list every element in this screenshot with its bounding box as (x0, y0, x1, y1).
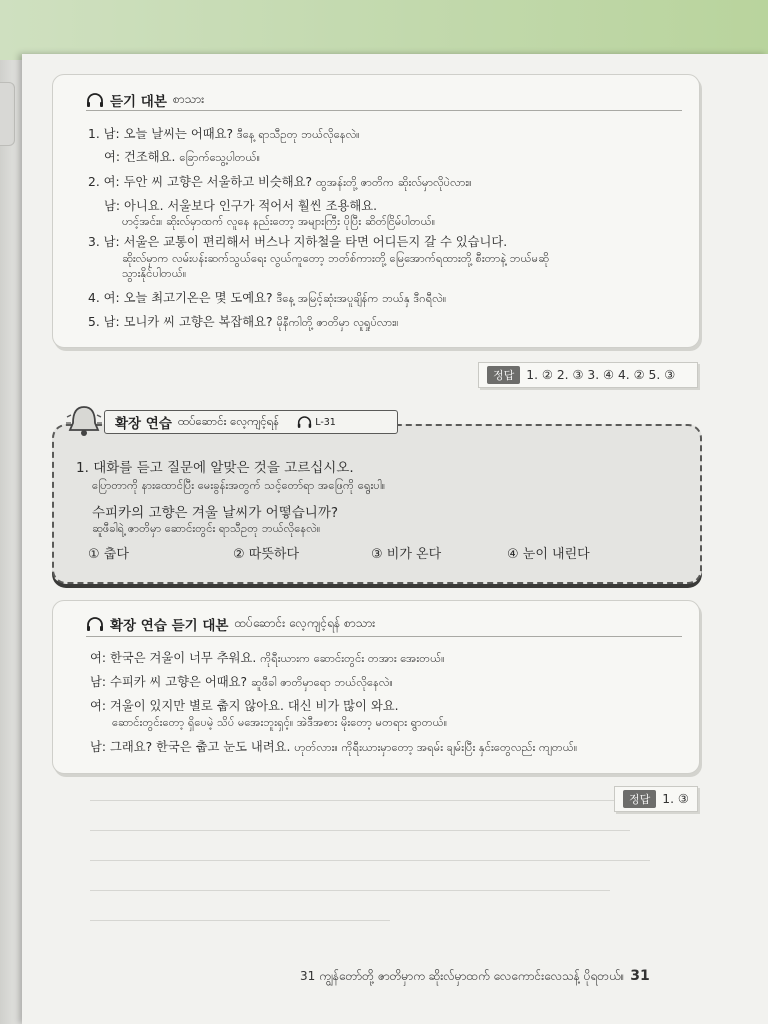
bleed-through (620, 388, 680, 389)
dialogue-script-title: 듣기 대본 (110, 94, 167, 110)
practice-question: 1. 대화를 듣고 질문에 알맞은 것을 고르십시오. (76, 460, 354, 476)
answer-text: 1. ② 2. ③ 3. ④ 4. ② 5. ③ (526, 368, 676, 382)
top-color-band (0, 0, 768, 62)
headphones-icon (86, 93, 104, 107)
script-line: 남: 수피카 씨 고향은 어때요? ဆူဖီခါ ဇာတိမှာရော ဘယ်လိုနေလဲ။ (90, 675, 393, 689)
option-3[interactable]: ③ 비가 온다 (371, 547, 442, 562)
page-footer (300, 968, 650, 986)
answer-key-box (614, 786, 698, 812)
track-number: L-31 (315, 416, 336, 428)
dialogue-line: 남: 아니요. 서울보다 인구가 적어서 훨씬 조용해요. (104, 199, 378, 213)
practice-prompt: 수피카의 고향은 겨울 날씨가 어떻습니까? (92, 505, 339, 521)
facing-page-tab (0, 82, 15, 146)
script-line: 여: 한국은 겨울이 너무 추워요. ကိုရီးယားက ဆောင်းတွင်း တအား အေးတယ်။ (90, 651, 445, 665)
script-line-translation: ဆောင်းတွင်းတော့ ရှိပေမဲ့ သိပ် မအေးဘူးရှင့်။ အဲဒီအစား မိုးတော့ မတရား ရွာတယ်။ (112, 716, 448, 729)
practice-header (104, 410, 398, 434)
bleed-through (90, 830, 630, 831)
page-number: 31 (630, 968, 650, 984)
answer-key-box (478, 362, 698, 388)
audio-track (297, 416, 336, 428)
practice-script-header (86, 614, 375, 634)
bell-icon (64, 403, 104, 439)
practice-script-title: 확장 연습 듣기 대본 (110, 618, 229, 634)
dialogue-line: 여: 건조해요. ခြောက်သွေ့ပါတယ်။ (104, 150, 261, 164)
header-rule (86, 636, 682, 637)
option-1[interactable]: ① 춥다 (88, 547, 129, 562)
answer-options (88, 543, 648, 562)
bleed-through (90, 920, 390, 921)
headphones-icon (86, 617, 104, 631)
answer-badge: 정답 (623, 790, 656, 808)
practice-title: 확장 연습 (115, 416, 172, 432)
practice-prompt-my: ဆူဖီခါရဲ့ ဇာတိမှာ ဆောင်းတွင်း ရာသီဥတု ဘယ်လိုနေလဲ။ (92, 522, 321, 535)
dialogue-line-translation: သွားနိုင်ပါတယ်။ (122, 267, 187, 280)
dialogue-script-title-my: စာသား (172, 92, 205, 106)
dialogue-line: 4. 여: 오늘 최고기온은 몇 도예요? ဒီနေ့ အမြင့်ဆုံးအပူချိန်က ဘယ်နှ ဒီဂရီလဲ။ (88, 291, 447, 305)
answer-text: 1. ③ (662, 792, 689, 806)
dialogue-line: 2. 여: 두안 씨 고향은 서울하고 비슷해요? ထွအန်းတို့ ဇာတိက ဆိုးလ်မှာလိုပဲလား။ (88, 175, 472, 189)
header-rule (86, 110, 682, 111)
practice-script-title-my: ထပ်ဆောင်း လေ့ကျင့်ရန် စာသား (234, 616, 376, 630)
option-4[interactable]: ④ 눈이 내린다 (507, 547, 590, 562)
bleed-through (90, 800, 650, 801)
dialogue-line: 1. 남: 오늘 날씨는 어때요? ဒီနေ့ ရာသီဥတု ဘယ်လိုနေလဲ။ (88, 127, 360, 141)
bleed-through (90, 860, 650, 861)
practice-title-my: ထပ်ဆောင်း လေ့ကျင့်ရန် (177, 413, 280, 428)
option-2[interactable]: ② 따뜻하다 (233, 547, 300, 562)
dialogue-line-translation: ဟင့်အင်း။ ဆိုးလ်မှာထက် လူနေ နည်းတော့ အများကြီး ပိုပြီး ဆိတ်ငြိမ်ပါတယ်။ (122, 215, 436, 228)
dialogue-line: 5. 남: 모니카 씨 고향은 복잡해요? မိုနီကါတို့ ဇာတိမှာ လူရှုပ်လား။ (88, 315, 399, 329)
headphones-icon (297, 416, 312, 428)
footer-text: 31 ကျွန်တော်တို့ ဇာတိမှာက ဆိုးလ်မှာထက် လေကောင်းလေသန့် ပိုရတယ်။ (300, 969, 625, 983)
dialogue-line-translation: ဆိုးလ်မှာက လမ်းပန်းဆက်သွယ်ရေး လွယ်ကူတော့ ဘတ်စ်ကားတို့ မြေအောက်ရထားတို့ စီးတာနဲ့ ဘယ်မဆို (122, 252, 550, 265)
script-line: 남: 그래요? 한국은 춥고 눈도 내려요. ဟုတ်လား။ ကိုရီးယားမှာတော့ အရမ်း ချမ်းပြီး နှင်းတွေလည်း ကျတယ်။ (90, 740, 578, 754)
facing-page-edge (0, 60, 22, 1024)
bleed-through (90, 890, 610, 891)
script-line: 여: 겨울이 있지만 별로 춥지 않아요. 대신 비가 많이 와요. (90, 699, 399, 713)
answer-badge: 정답 (487, 366, 520, 384)
dialogue-script-header (86, 90, 204, 110)
dialogue-line: 3. 남: 서울은 교통이 편리해서 버스나 지하철을 타면 어디든지 갈 수 있습니다. (88, 235, 508, 249)
practice-question-my: ပြောတာကို နားထောင်ပြီး မေးခွန်းအတွက် သင့်တော်ရာ အဖြေကို ရွေးပါ။ (92, 479, 386, 492)
